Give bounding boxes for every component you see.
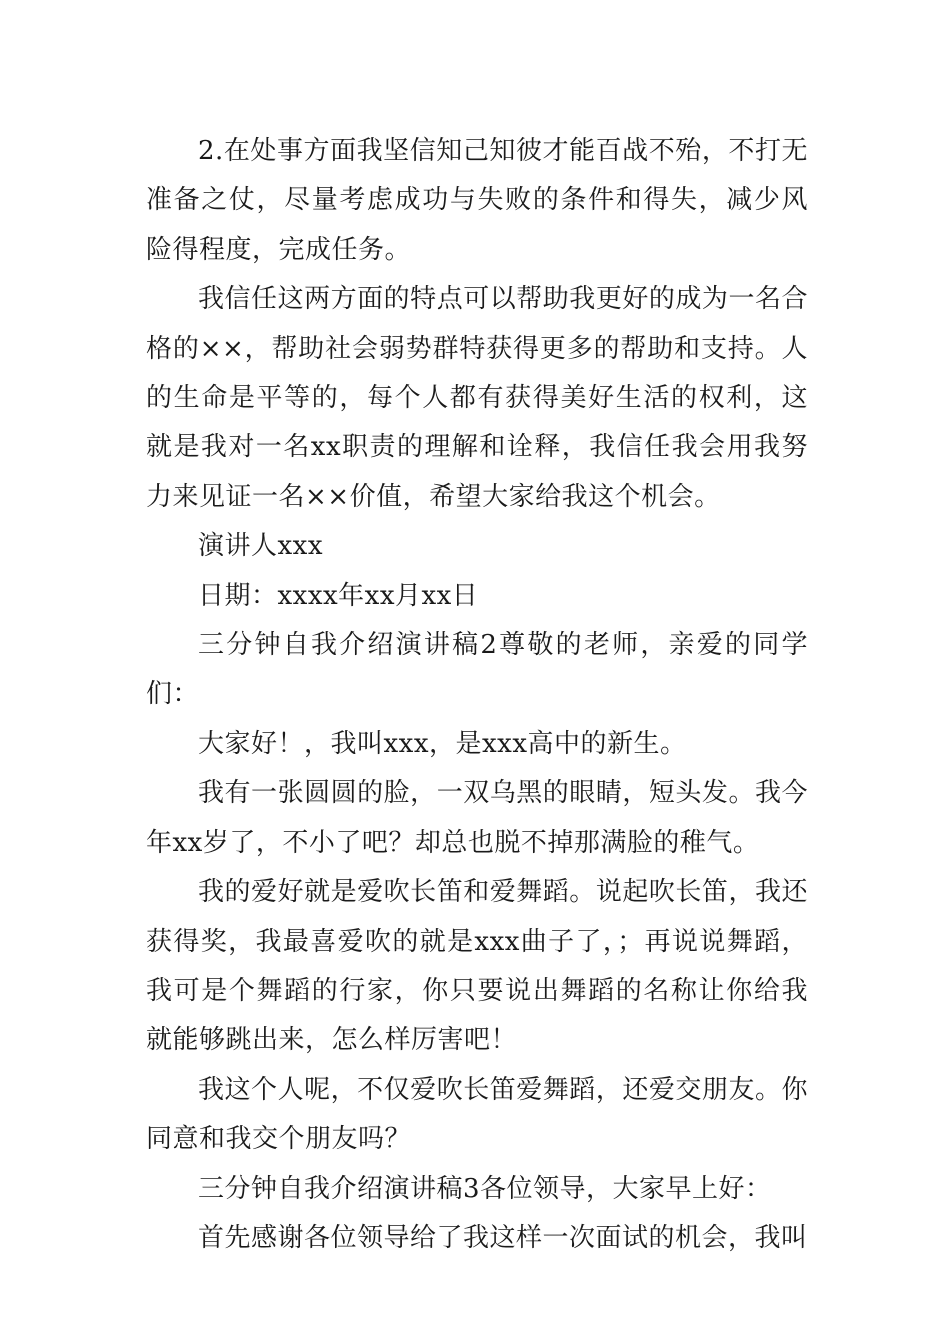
document-body bbox=[146, 127, 808, 1263]
paragraph-hobbies: 我的爱好就是爱吹长笛和爱舞蹈。说起吹长笛，我还获得奖，我最喜爱吹的就是xxx曲子了，；再说说舞蹈，我可是个舞蹈的行家，你只要说出舞蹈的名称让你给我就能够跳出来，怎么样厉害吧！ bbox=[146, 877, 808, 1056]
speech-3-heading: 三分钟自我介绍演讲稿3各位领导，大家早上好： bbox=[198, 1173, 772, 1204]
paragraph-thanks: 首先感谢各位领导给了我这样一次面试的机会，我叫 bbox=[198, 1222, 808, 1253]
speaker-line: 演讲人xxx bbox=[198, 531, 323, 562]
paragraph-friends: 我这个人呢，不仅爱吹长笛爱舞蹈，还爱交朋友。你同意和我交个朋友吗？ bbox=[146, 1074, 808, 1155]
paragraph-trust-qualities: 我信任这两方面的特点可以帮助我更好的成为一名合格的××，帮助社会弱势群特获得更多的帮助和支持。人的生命是平等的，每个人都有获得美好生活的权利，这就是我对一名xx职责的理解和诠释，我信任我会用我努力来见证一名××价值，希望大家给我这个机会。 bbox=[146, 284, 808, 512]
paragraph-handling-affairs: 2.在处事方面我坚信知己知彼才能百战不殆，不打无准备之仗，尽量考虑成功与失败的条件和得失，减少风险得程度，完成任务。 bbox=[146, 136, 808, 265]
paragraph-greeting: 大家好！，我叫xxx，是xxx高中的新生。 bbox=[198, 728, 687, 759]
speech-2-heading: 三分钟自我介绍演讲稿2尊敬的老师，亲爱的同学们： bbox=[146, 630, 808, 710]
date-line: 日期：xxxx年xx月xx日 bbox=[198, 580, 479, 611]
paragraph-appearance: 我有一张圆圆的脸，一双乌黑的眼睛，短头发。我今年xx岁了，不小了吧？却总也脱不掉那满脸的稚气。 bbox=[146, 778, 808, 858]
